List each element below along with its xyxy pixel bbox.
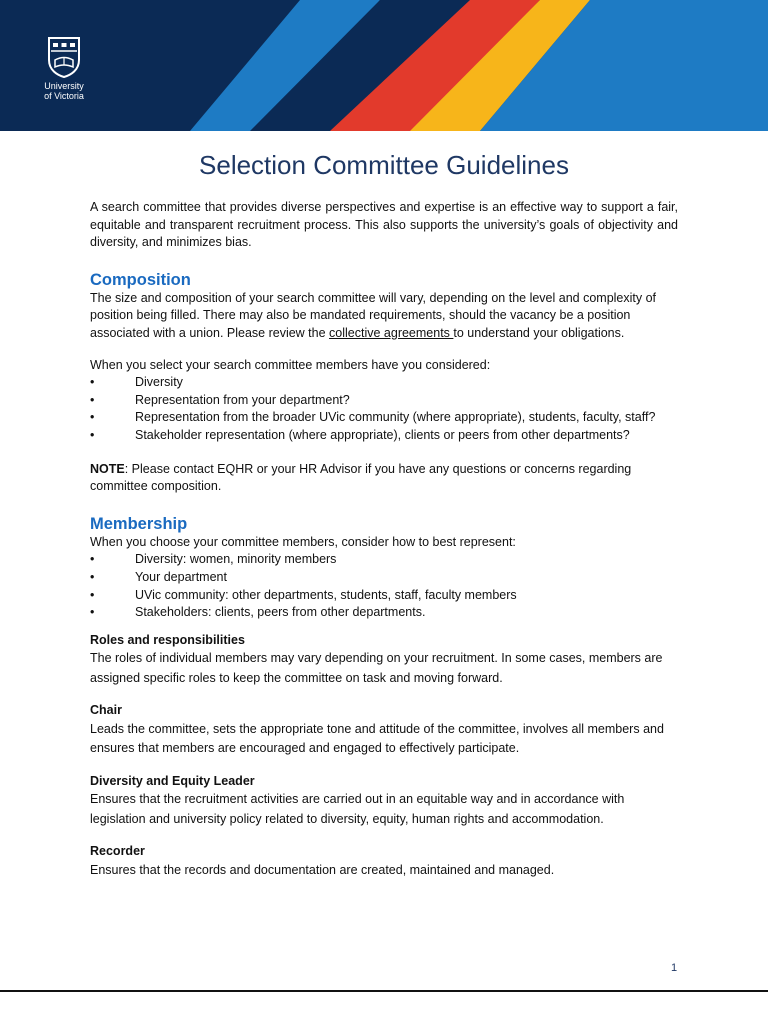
footer-rule [0,990,768,992]
recorder-heading: Recorder [90,844,145,859]
diversity-leader-text: Ensures that the recruitment activities are carried out in an equitable way and in accordance with legislation and university policy related to diversity, equity, human rights and accommodation. [90,792,625,826]
list-item: • UVic community: other departments, students, staff, faculty members [90,587,678,605]
list-item: • Representation from your department? [90,392,678,410]
list-item: • Representation from the broader UVic community (where appropriate), students, faculty, staff? [90,409,678,427]
page-number: 1 [671,962,678,974]
page-title: Selection Committee Guidelines [199,150,569,180]
list-item: • Stakeholders: clients, peers from other departments. [90,604,678,622]
note-text: : Please contact EQHR or your HR Advisor if you have any questions or concerns regarding committee composition. [90,461,632,494]
roles-text: The roles of individual members may vary depending on your recruitment. In some cases, members are assigned specific roles to keep the committee on task and moving forward. [90,651,663,685]
composition-heading: Composition [90,270,191,289]
chair-text: Leads the committee, sets the appropriate tone and attitude of the committee, involves all members and ensures that members are encouraged and engaged to effectively participate. [90,721,664,756]
list-item: • Diversity [90,374,678,392]
list-item: • Stakeholder representation (where appropriate), clients or peers from other departments? [90,427,678,445]
note-paragraph [90,461,678,496]
university-crest-icon [47,36,81,78]
composition-text-end: to understand your obligations. [453,325,625,340]
chair-heading: Chair [90,703,122,718]
university-logo [36,36,92,101]
membership-bullet-list [90,551,678,621]
document-body [90,199,678,881]
note-label: NOTE [90,461,125,476]
diversity-leader-heading: Diversity and Equity Leader [90,773,255,788]
intro-paragraph: A search committee that provides diverse perspectives and expertise is an effective way to support a fair, equitable and transparent recruitment process. This also supports the university’s goals of objectivity and diversity, and minimizes bias. [90,200,678,250]
logo-text-line2: of Victoria [44,91,84,101]
composition-text: The size and composition of your search committee will vary, depending on the level and complexity of position being filled. There may also be mandated requirements, should the vacancy be a position associated with a union. Please review the [90,290,657,340]
membership-list-intro: When you choose your committee members, consider how to best represent: [90,534,516,549]
banner-stripes [0,0,768,131]
composition-bullet-list [90,374,678,444]
header-banner [0,0,768,131]
membership-heading: Membership [90,514,188,533]
list-item: • Diversity: women, minority members [90,551,678,569]
logo-text-line1: University [44,81,84,91]
recorder-text: Ensures that the records and documentation are created, maintained and managed. [90,863,555,878]
logo-text [36,81,92,101]
roles-heading: Roles and responsibilities [90,632,245,647]
collective-agreements-link[interactable]: collective agreements [329,325,454,340]
composition-paragraph [90,290,678,343]
composition-list-intro: When you select your search committee members have you considered: [90,357,491,372]
list-item: • Your department [90,569,678,587]
